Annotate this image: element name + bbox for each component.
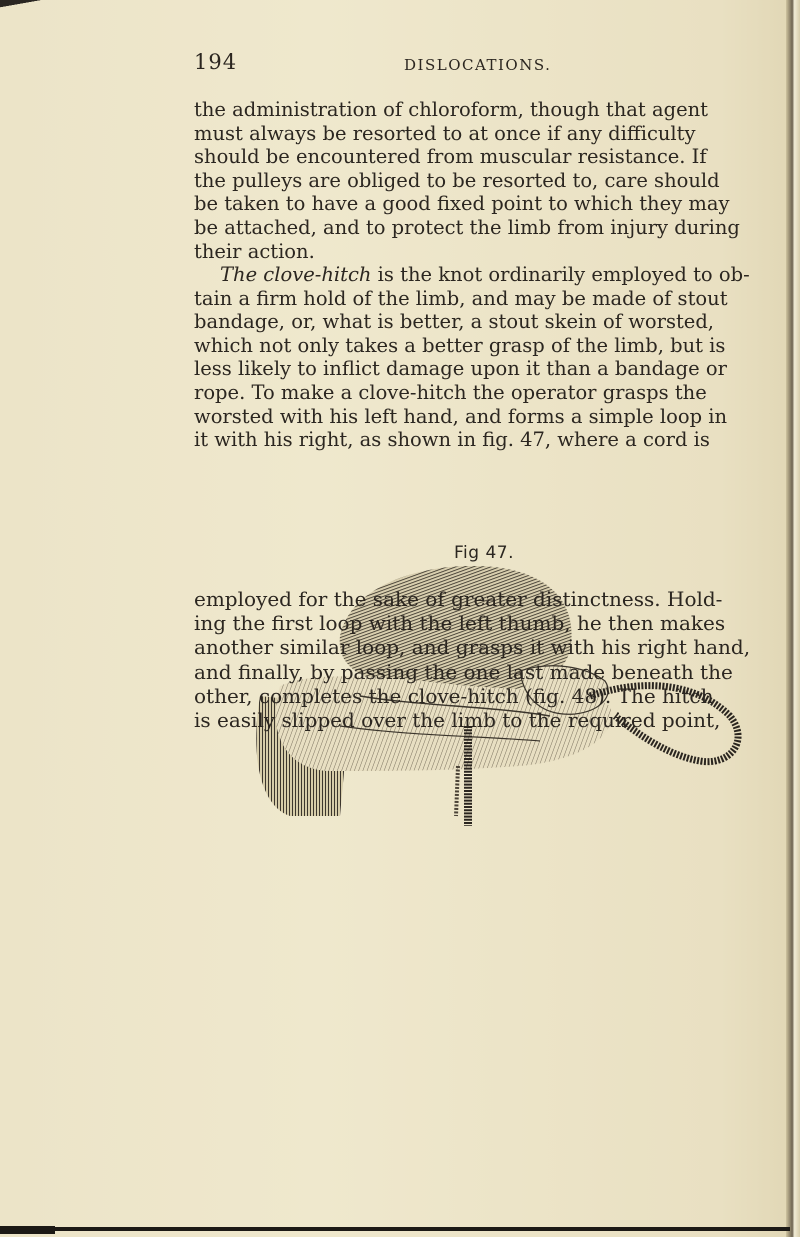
text-line: tain a firm hold of the limb, and may be made of stout [194,286,728,310]
text-fragment: is the knot ordinarily employed to ob- [371,263,750,286]
text-line: worsted with his left hand, and forms a simple loop in [194,404,728,428]
text-line: must always be resorted to at once if any difficulty [194,121,696,145]
text-line: employed for the sake of greater distinctness. Hold- [194,587,723,611]
page-number: 194 [194,50,238,74]
text-line: bandage, or, what is better, a stout skein of worsted, [194,310,715,334]
paragraph-clove-hitch [194,263,770,452]
running-head: DISLOCATIONS. [404,56,552,74]
figure-caption: Fig 47. [454,543,514,563]
bottom-edge-rule [0,1227,790,1231]
cord-strand [456,766,458,816]
text-line: another similar loop, and grasps it with his right hand, [194,635,751,660]
paragraph-continuation [194,587,770,732]
paragraph-chloroform [194,98,770,263]
text-line: the pulleys are obliged to be resorted to, care should [194,168,720,192]
text-line: is easily slipped over the limb to the required point, [194,707,721,732]
text-line: their action. [194,239,315,263]
scan-corner-mark [0,0,60,10]
text-line: which not only takes a better grasp of the limb, but is [194,333,726,357]
text-line: should be encountered from muscular resistance. If [194,145,707,169]
text-line: other, completes the clove-hitch (fig. 48). The hitch [194,683,714,708]
text-line: ing the first loop with the left thumb, he then makes [194,611,726,636]
text-line: less likely to inflict damage upon it than a bandage or [194,357,727,381]
page-header [194,50,714,86]
text-line: it with his right, as shown in fig. 47, where a cord is [194,428,710,452]
text-line: and finally, by passing the one last made beneath the [194,659,733,684]
text-line: be attached, and to protect the limb from injury during [194,215,740,239]
text-line: rope. To make a clove-hitch the operator grasps the [194,380,707,404]
text-line: be taken to have a good fixed point to which they may [194,192,730,216]
text-line: the administration of chloroform, though that agent [194,98,708,121]
italic-term: The clove-hitch [220,263,372,286]
text-line [194,263,770,287]
